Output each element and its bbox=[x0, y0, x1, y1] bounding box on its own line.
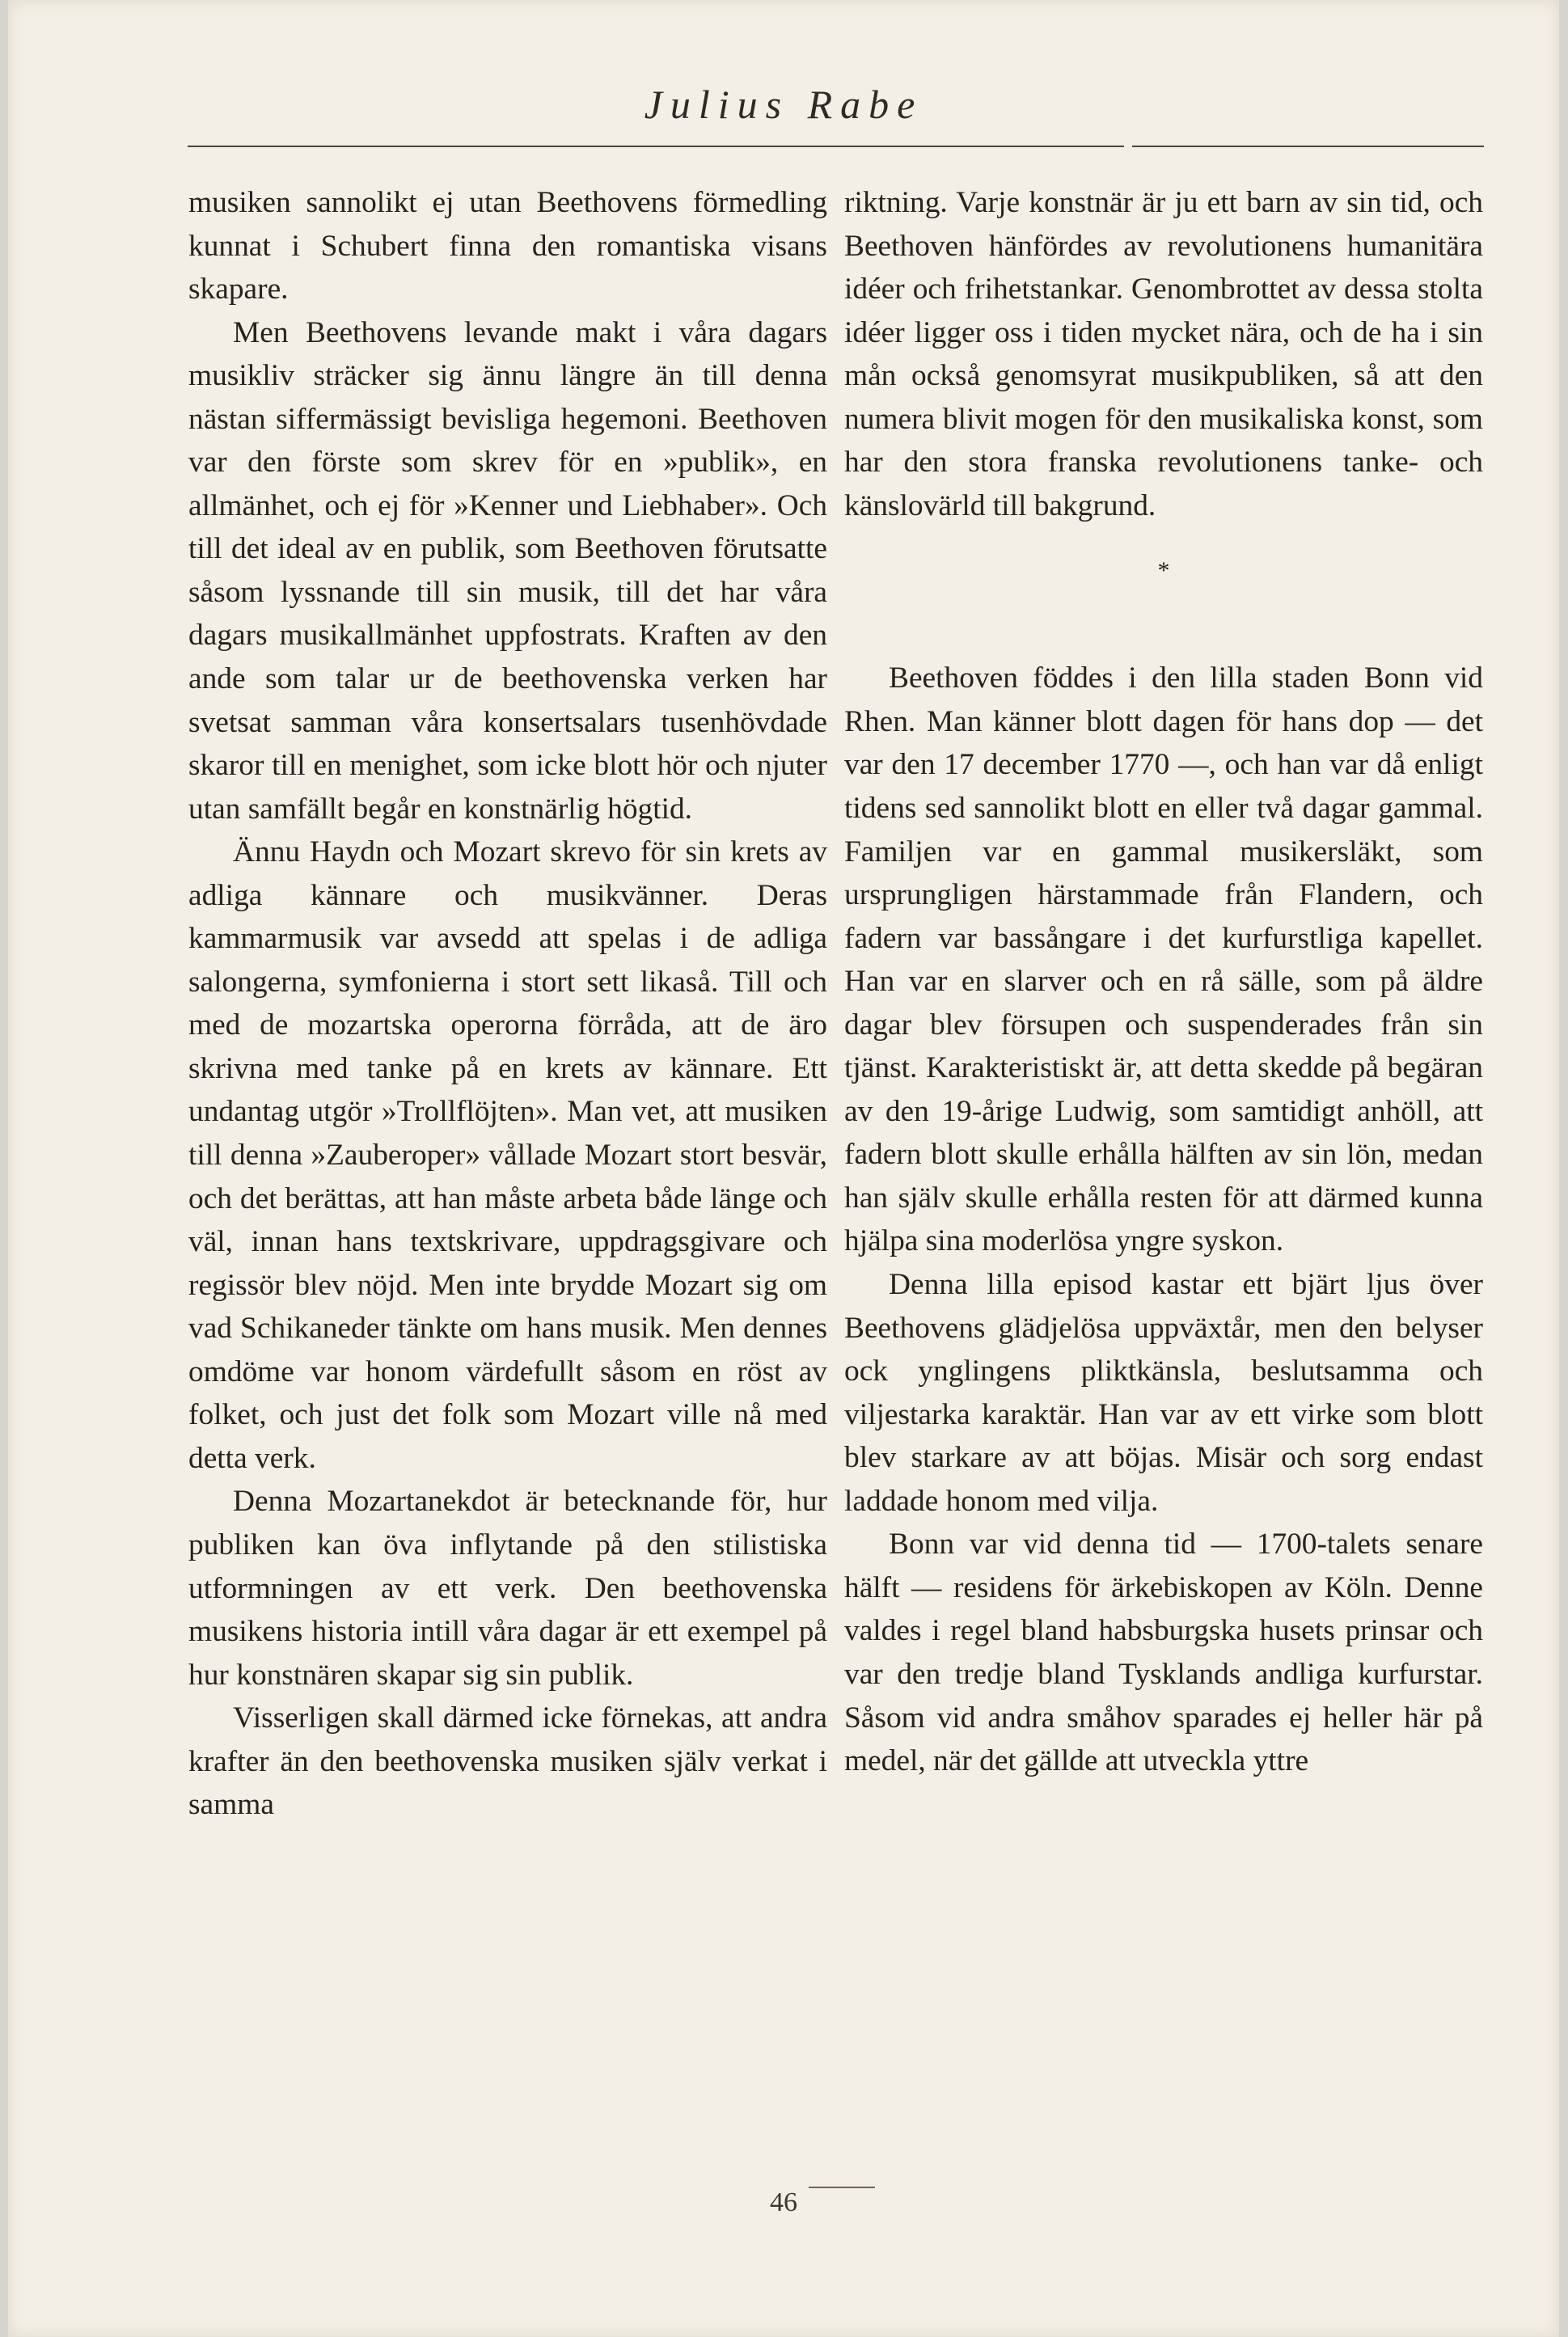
paragraph: Ännu Haydn och Mozart skrevo för sin krets av adliga kännare och musikvänner. Deras kammarmusik var avsedd att spelas i de adliga salongerna, symfonierna i stort sett likaså. Till och med de mozartska operorna förråda, att de äro skrivna med tanke på en krets av kännare. Ett undantag utgör »Trollflöjten». Man vet, att musiken till denna »Zauberoper» vållade Mozart stort besvär, och det berättas, att han måste arbeta både länge och väl, innan hans textskrivare, uppdragsgivare och regissör blev nöjd. Men inte brydde Mozart sig om vad Schikaneder tänkte om hans musik. Men dennes omdöme var honom värdefullt såsom en röst av folket, och just det folk som Mozart ville nå med detta verk. bbox=[188, 835, 827, 1475]
paragraph: Beethoven föddes i den lilla staden Bonn vid Rhen. Man känner blott dagen för hans dop — det var den 17 december 1770 —, och han var då enligt tidens sed sannolikt blott en eller två dagar gammal. Familjen var en gammal musikersläkt, som ursprungligen härstammade från Flandern, och fadern var bassångare i det kurfurstliga kapellet. Han var en slarver och en rå sälle, som på äldre dagar blev försupen och suspenderades från sin tjänst. Karakteristiskt är, att detta skedde på begäran av den 19-årige Ludwig, som samtidigt anhöll, att fadern blott skulle erhålla hälften av sin lön, medan han själv skulle erhålla resten för att därmed kunna hjälpa sina moderlösa yngre syskon. bbox=[844, 661, 1483, 1258]
paragraph: Denna Mozartanekdot är betecknande för, hur publiken kan öva inflytande på den stilistiska utformningen av ett verk. Den beethovenska musikens historia intill våra dagar är ett exempel på hur konstnären skapar sig sin publik. bbox=[188, 1485, 827, 1692]
paragraph: musiken sannolikt ej utan Beethovens förmedling kunnat i Schubert finna den romantiska visans skapare. bbox=[188, 186, 827, 306]
paragraph: Bonn var vid denna tid — 1700-talets senare hälft — residens för ärkebiskopen av Köln. Denne valdes i regel bland habsburgska husets prinsar och var den tredje bland Tysklands andliga kurfurstar. Såsom vid andra småhov sparades ej heller här på medel, när det gällde att utveckla yttre bbox=[844, 1528, 1483, 1778]
left-column bbox=[188, 181, 827, 1827]
right-column bbox=[844, 181, 1483, 1783]
paragraph: riktning. Varje konstnär är ju ett barn av sin tid, och Beethoven hänfördes av revolutionens humanitära idéer och frihetstankar. Genombrottet av dessa stolta idéer ligger oss i tiden mycket nära, och de ha i sin mån också genomsyrat musikpubliken, så att den numera blivit mogen för den musikaliska konst, som har den stora franska revolutionens tanke- och känslovärld till bakgrund. bbox=[844, 186, 1483, 522]
paragraph: Denna lilla episod kastar ett bjärt ljus över Beethovens glädjelösa uppväxtår, men den belyser ock ynglingens pliktkänsla, beslutsamma och viljestarka karaktär. Han var av ett virke som blott blev starkare av att böjas. Misär och sorg endast laddade honom med vilja. bbox=[844, 1268, 1483, 1518]
header-rule-right bbox=[1132, 146, 1484, 147]
header-rule-left bbox=[188, 146, 1124, 147]
paragraph: Men Beethovens levande makt i våra dagars musikliv sträcker sig ännu längre än till denna nästan siffermässigt bevisliga hegemoni. Beethoven var den förste som skrev för en »publik», en allmänhet, och ej för »Kenner und Liebhaber». Och till det ideal av en publik, som Beethoven förutsatte såsom lyssnande till sin musik, till det har våra dagars musikallmänhet uppfostrats. Kraften av den ande som talar ur de beethovenska verken har svetsat samman våra konsertsalars tusenhövdade skaror till en menighet, som icke blott hör och njuter utan samfällt begår en konstnärlig högtid. bbox=[188, 315, 827, 826]
page-number: 46 bbox=[770, 2187, 797, 2217]
book-page bbox=[8, 0, 1559, 2337]
running-head: Julius Rabe bbox=[644, 82, 923, 127]
paragraph: Visserligen skall därmed icke förnekas, att andra krafter än den beethovenska musiken själv verkat i samma bbox=[188, 1701, 827, 1822]
section-spacer bbox=[844, 614, 1483, 657]
section-break-asterisk: * bbox=[1157, 557, 1170, 585]
